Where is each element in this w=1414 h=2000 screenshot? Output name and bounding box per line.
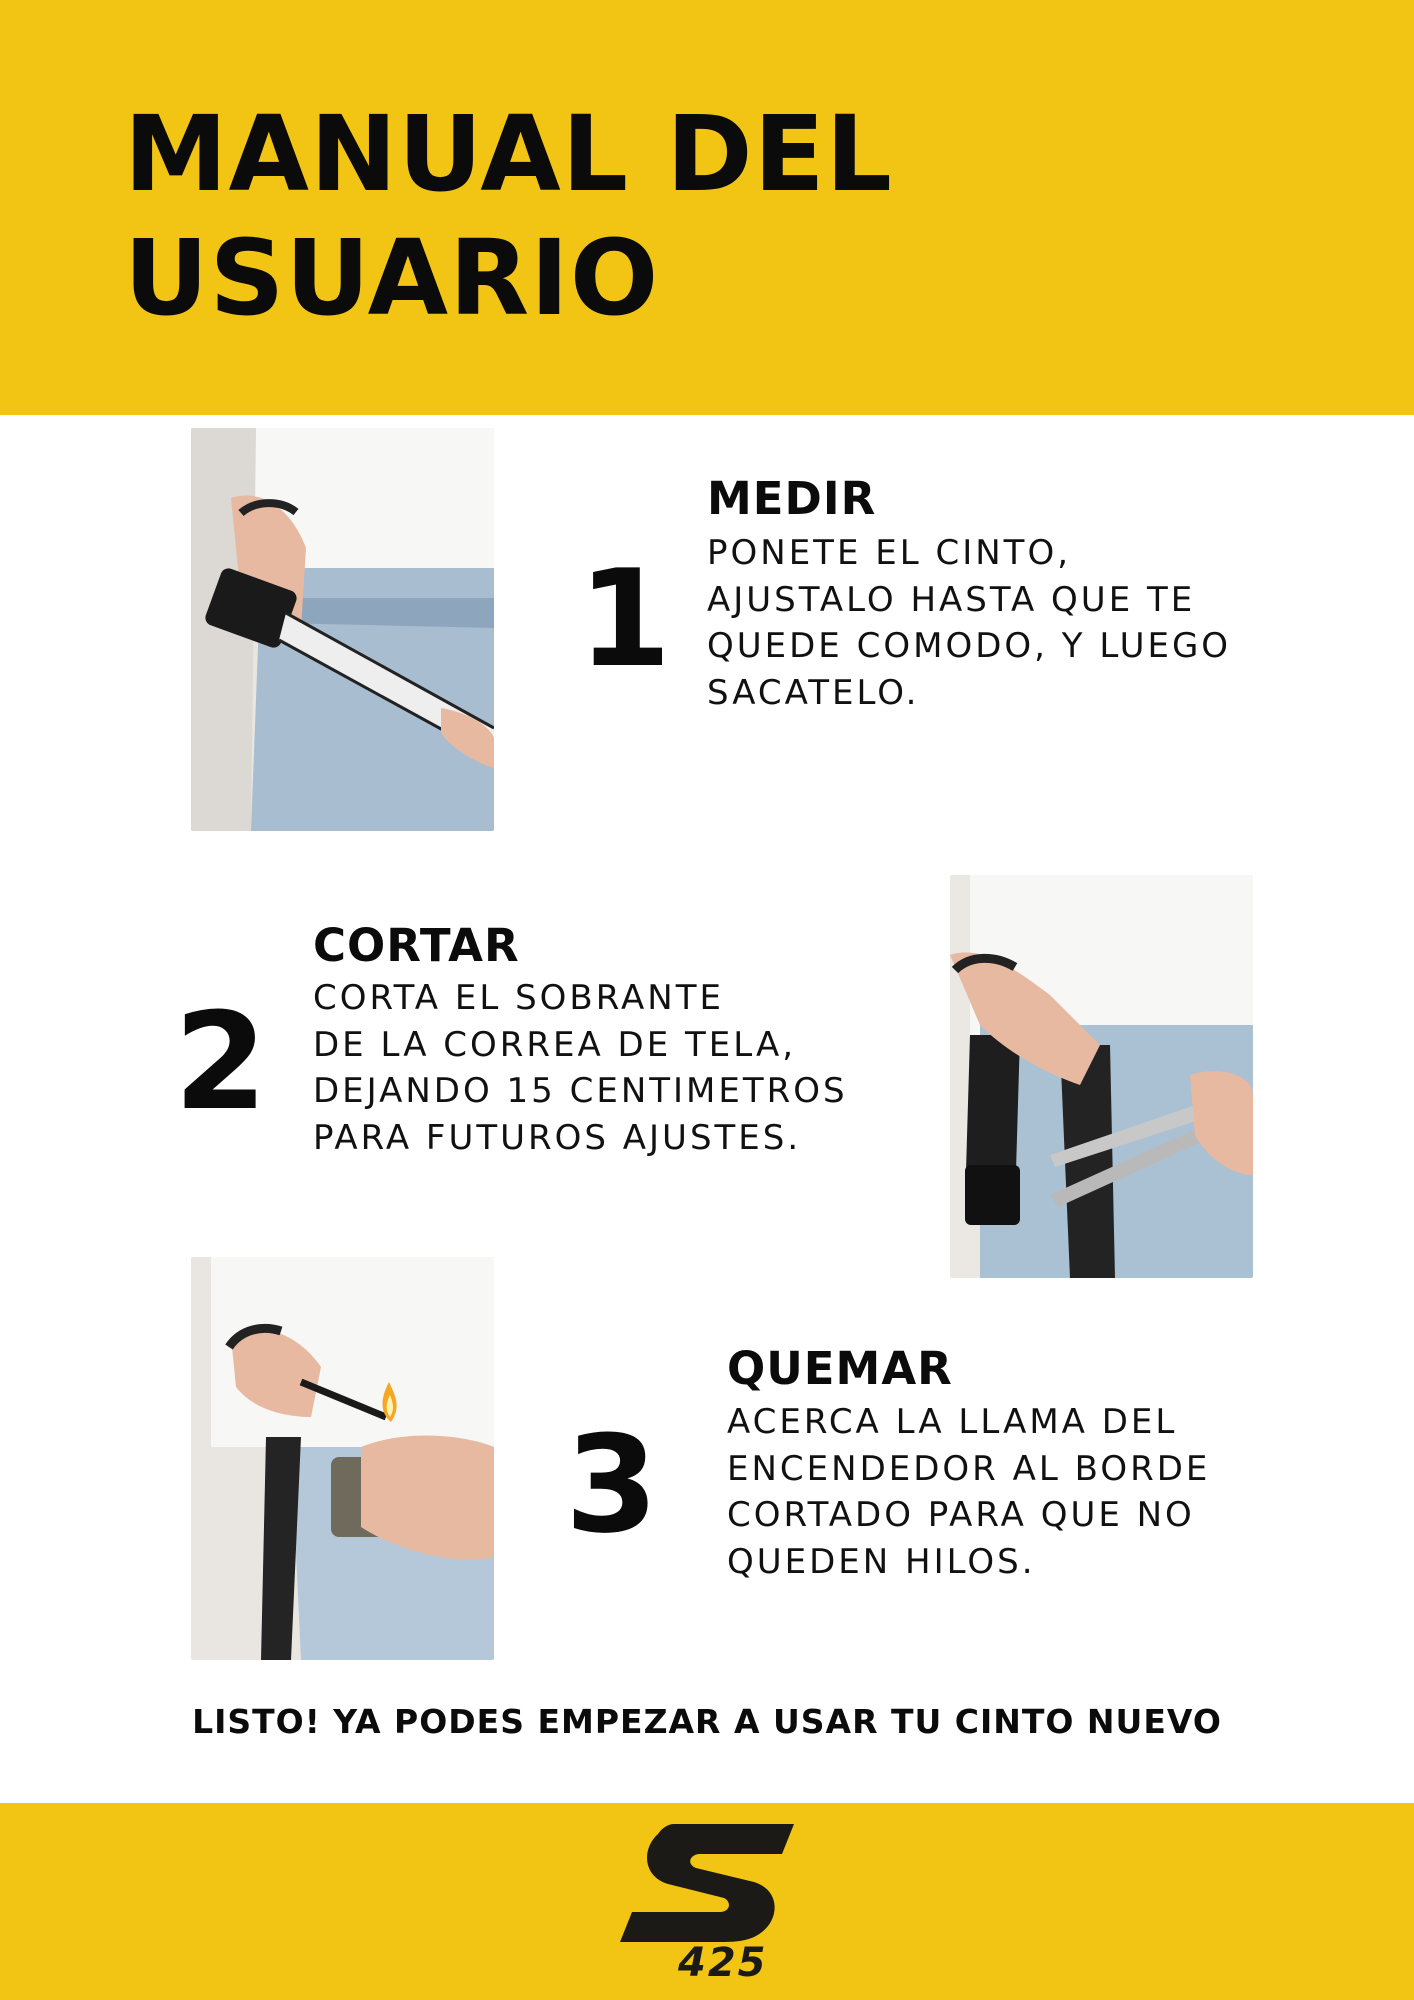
step-1-line-2: AJUSTALO HASTA QUE TE bbox=[707, 579, 1196, 620]
step-1-number: 1 bbox=[578, 541, 672, 697]
page-title-line-2: USUARIO bbox=[124, 217, 660, 339]
step-1-heading: MEDIR bbox=[707, 472, 877, 525]
step-2-line-3: DEJANDO 15 CENTIMETROS bbox=[313, 1071, 848, 1111]
step-1-line-1: PONETE EL CINTO, bbox=[707, 533, 1072, 573]
step-3-photo bbox=[191, 1257, 494, 1660]
header-banner bbox=[0, 0, 1414, 415]
svg-text:425: 425 bbox=[678, 1940, 768, 1978]
step-2-line-2: DE LA CORREA DE TELA, bbox=[313, 1024, 797, 1065]
closing-message: LISTO! YA PODES EMPEZAR A USAR TU CINTO NUEVO bbox=[192, 1702, 1222, 1741]
step-1-line-4: SACATELO. bbox=[707, 672, 920, 713]
page-title-line-1: MANUAL DEL bbox=[124, 93, 893, 215]
step-3-number: 3 bbox=[565, 1407, 659, 1563]
step-3-line-4: QUEDEN HILOS. bbox=[727, 1541, 1036, 1582]
step-3-line-1: ACERCA LA LLAMA DEL bbox=[727, 1402, 1178, 1442]
s425-brand-logo-icon bbox=[612, 1818, 802, 1978]
step-3-heading: QUEMAR bbox=[727, 1342, 953, 1395]
page-title bbox=[124, 92, 893, 340]
step-2-number: 2 bbox=[174, 984, 268, 1140]
step-1-line-3: QUEDE COMODO, Y LUEGO bbox=[707, 626, 1232, 666]
step-3-description bbox=[727, 1399, 1210, 1585]
step-2-photo bbox=[950, 875, 1253, 1278]
step-1-description bbox=[707, 530, 1231, 716]
step-2-description bbox=[313, 975, 848, 1161]
step-2-line-1: CORTA EL SOBRANTE bbox=[313, 978, 724, 1018]
step-1-photo bbox=[191, 428, 494, 831]
step-3-line-2: ENCENDEDOR AL BORDE bbox=[727, 1448, 1211, 1489]
step-2-heading: CORTAR bbox=[313, 919, 520, 972]
step-3-line-3: CORTADO PARA QUE NO bbox=[727, 1495, 1195, 1535]
step-2-line-4: PARA FUTUROS AJUSTES. bbox=[313, 1117, 802, 1158]
